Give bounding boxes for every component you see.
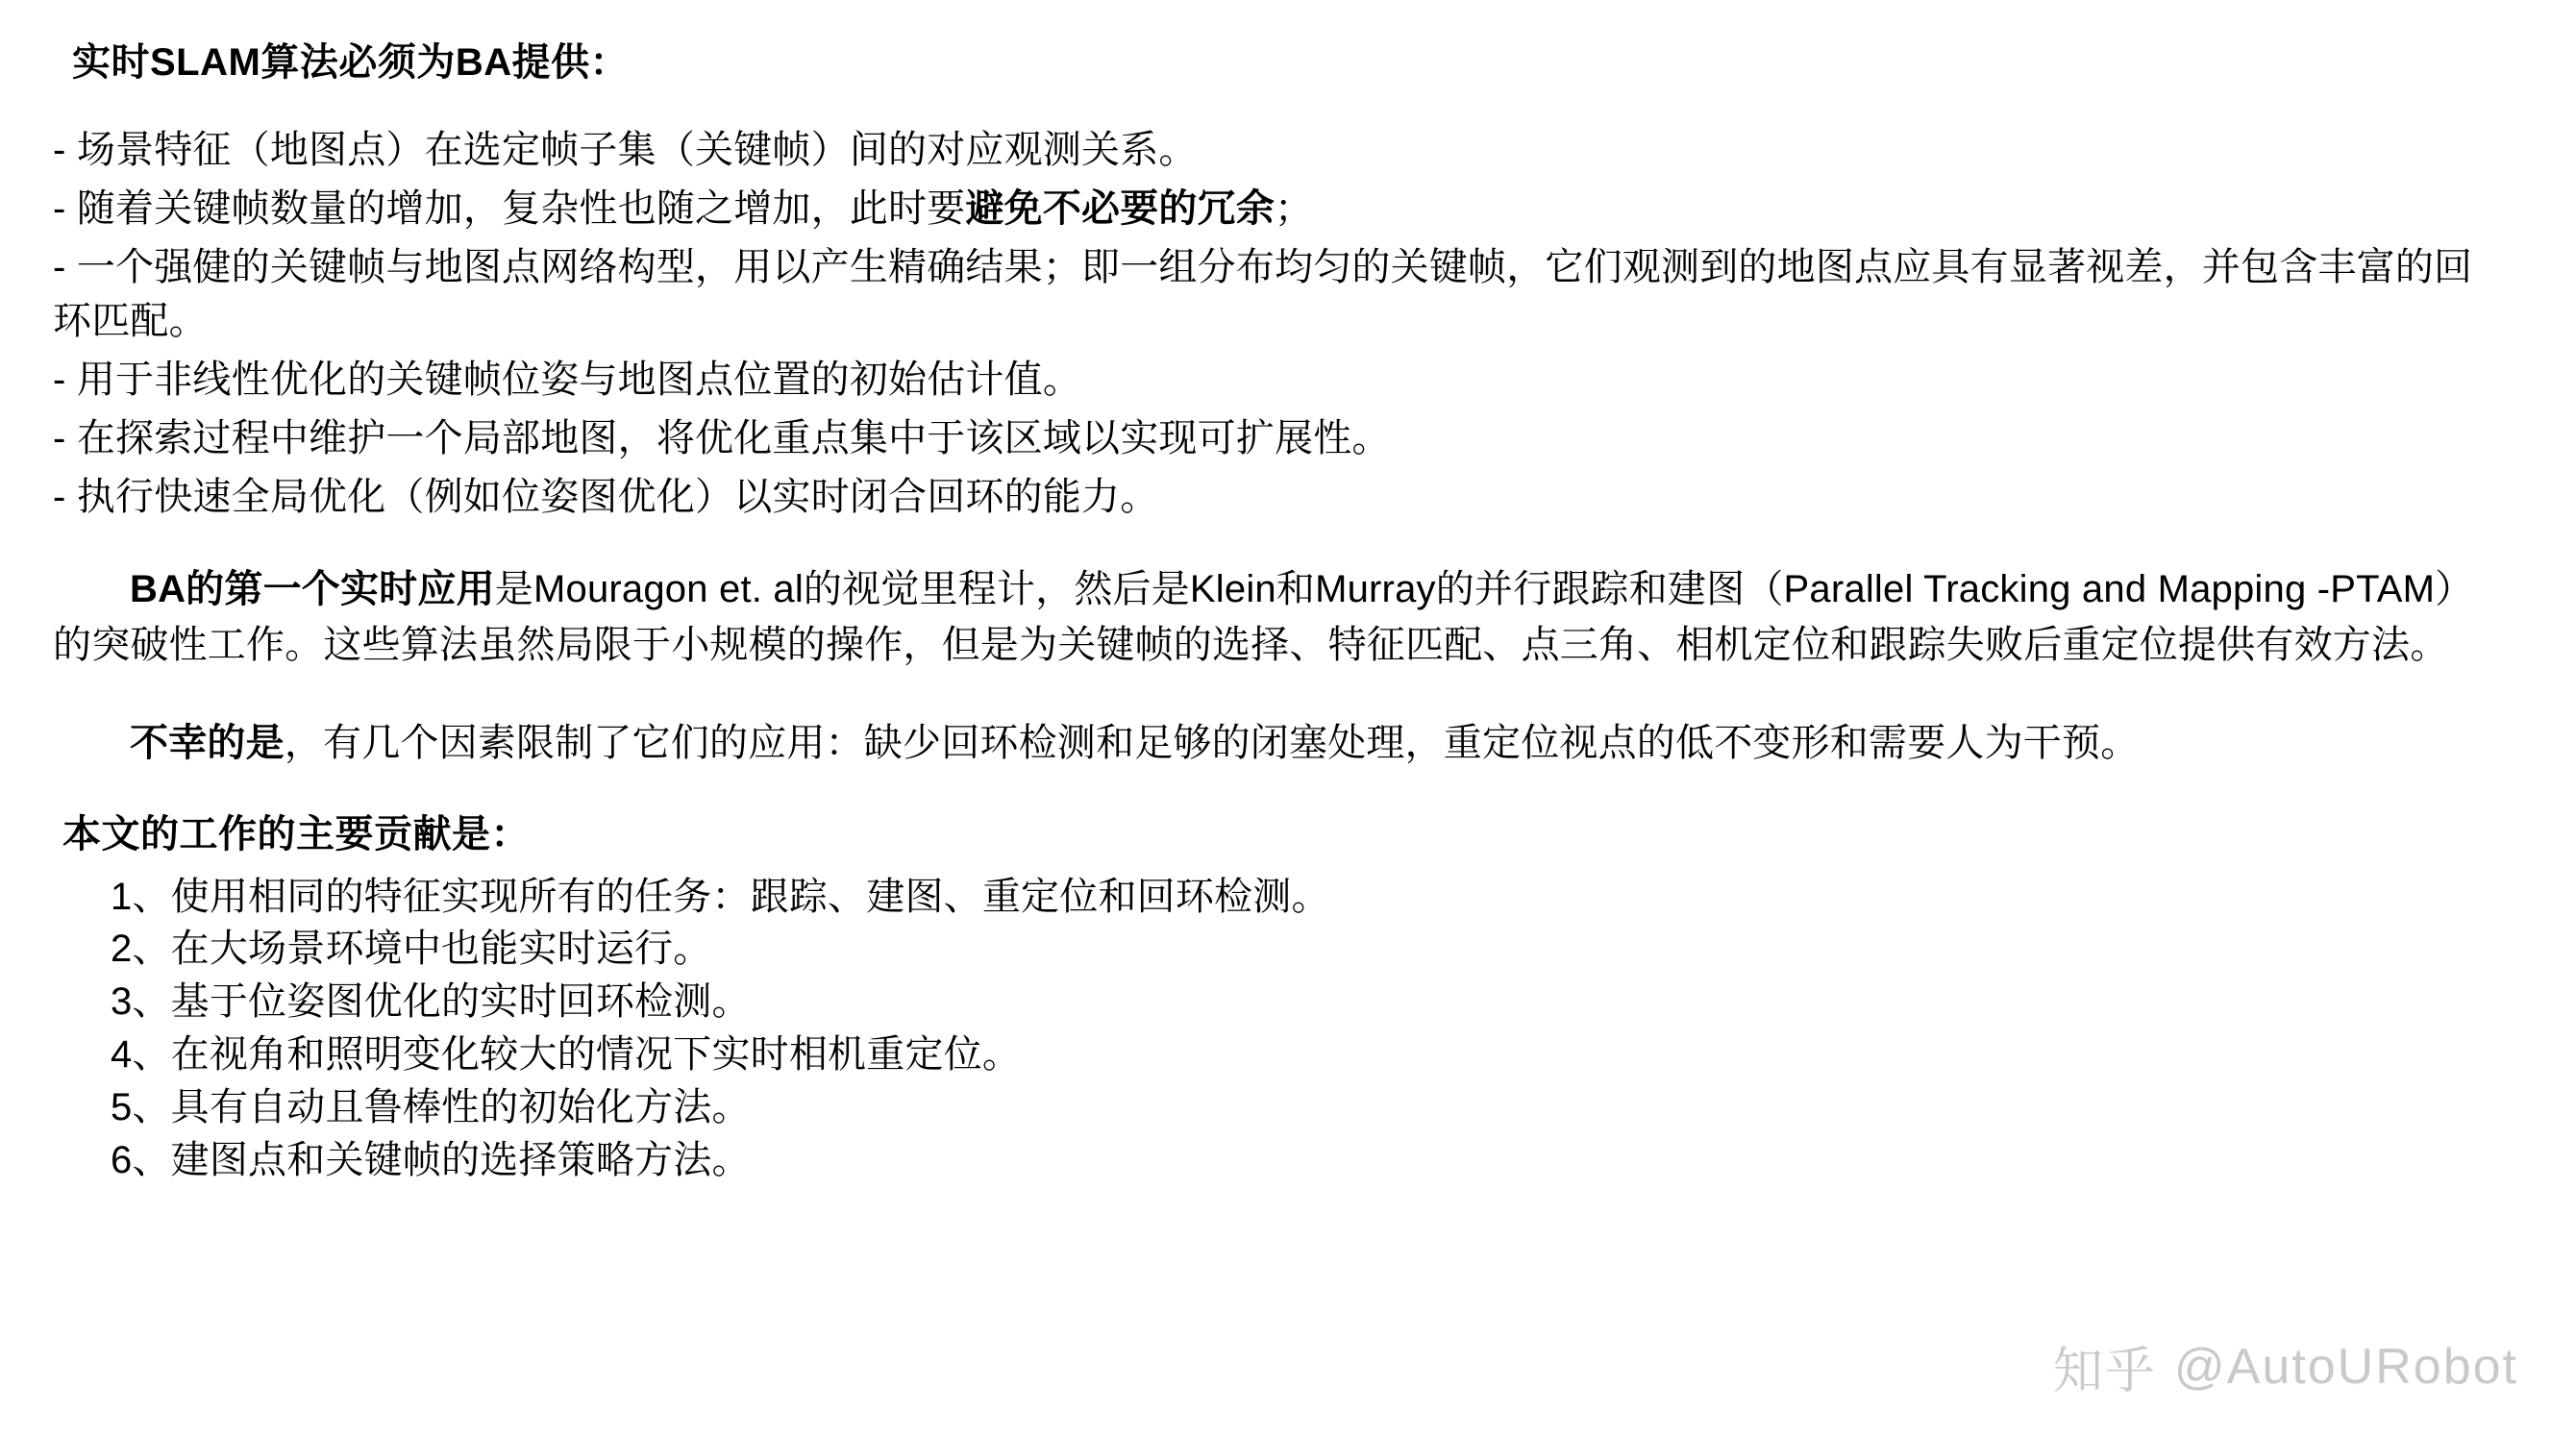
paragraph-limitations — [53, 715, 2509, 771]
watermark — [2053, 1330, 2518, 1402]
list-item-text-tail: ； — [1275, 186, 1314, 230]
list-item — [53, 470, 2509, 525]
list-item-text: - 执行快速全局优化（例如位姿图优化）以实时闭合回环的能力。 — [53, 475, 1159, 518]
list-item — [53, 411, 2509, 466]
paragraph-body: ，有几个因素限制了它们的应用：缺少回环检测和足够的闭塞处理，重定位视点的低不变形和需要人为干预。 — [284, 721, 2140, 764]
contributions-heading: 本文的工作的主要贡献是： — [62, 812, 530, 855]
list-item-text: - 在探索过程中维护一个局部地图，将优化重点集中于该区域以实现可扩展性。 — [53, 416, 1391, 459]
list-item — [53, 123, 2509, 178]
list-item — [53, 240, 2509, 350]
contributions-list — [53, 871, 2509, 1187]
page-title — [72, 38, 2509, 87]
page-title-bold: 实时SLAM算法必须为BA提供 — [72, 41, 590, 84]
zhihu-logo: 知乎 — [2052, 1344, 2157, 1400]
paragraph-lead-bold: 不幸的是 — [130, 721, 285, 764]
watermark-handle: @AutoURobot — [2173, 1338, 2518, 1395]
list-item: 1、使用相同的特征实现所有的任务：跟踪、建图、重定位和回环检测。 — [111, 875, 1330, 918]
list-item-text: - 一个强健的关键帧与地图点网络构型，用以产生精确结果；即一组分布均匀的关键帧，它们观测到的地图点应具有显著视差，并包含丰富的回环匹配。 — [53, 245, 2473, 343]
list-item-emphasis: 避免不必要的冗余 — [965, 186, 1276, 230]
page-title-colon: ： — [589, 41, 630, 84]
list-item-text: - 随着关键帧数量的增加，复杂性也随之增加，此时要 — [53, 186, 966, 230]
list-item — [53, 353, 2509, 408]
paragraph-body: 是Mouragon et. al的视觉里程计，然后是Klein和Murray的并行跟踪和建图（Parallel Tracking and Mapping -PTAM）的突破性工作。这些算法虽然局限于小规模的操作，但是为关键帧的选择、特征匹配、点三角、相机定位和跟踪失败后重定位提供有效方法。 — [53, 567, 2474, 666]
list-item: 4、在视角和照明变化较大的情况下实时相机重定位。 — [111, 1032, 1022, 1076]
list-item: 6、建图点和关键帧的选择策略方法。 — [111, 1138, 751, 1181]
paragraph-first-realtime-ba — [53, 561, 2509, 673]
list-item: 2、在大场景环境中也能实时运行。 — [111, 928, 712, 971]
list-item-text: - 场景特征（地图点）在选定帧子集（关键帧）间的对应观测关系。 — [53, 129, 1198, 171]
list-item: 3、基于位姿图优化的实时回环检测。 — [111, 980, 751, 1024]
paragraph-lead-bold: BA的第一个实时应用 — [130, 567, 495, 610]
list-item — [53, 182, 2509, 236]
list-item: 5、具有自动且鲁棒性的初始化方法。 — [111, 1085, 751, 1128]
list-item-text: - 用于非线性优化的关键帧位姿与地图点位置的初始估计值。 — [53, 359, 1082, 402]
requirements-list — [53, 123, 2509, 525]
